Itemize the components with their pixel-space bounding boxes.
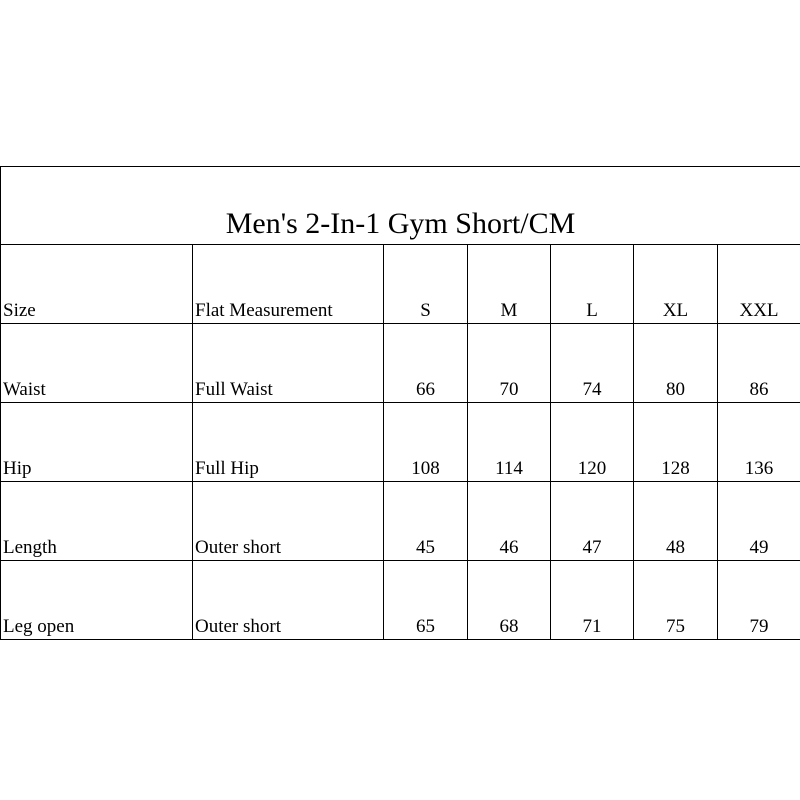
table-cell: 79 xyxy=(718,561,800,640)
row-name: Hip xyxy=(1,403,193,482)
table-cell: 114 xyxy=(468,403,551,482)
table-cell: 86 xyxy=(718,324,800,403)
table-cell: 136 xyxy=(718,403,800,482)
header-size-s: S xyxy=(384,245,468,324)
table-cell: 70 xyxy=(468,324,551,403)
header-size-xl: XL xyxy=(634,245,718,324)
row-measure: Full Hip xyxy=(193,403,384,482)
header-size-m: M xyxy=(468,245,551,324)
table-cell: 49 xyxy=(718,482,800,561)
table-cell: 45 xyxy=(384,482,468,561)
size-chart xyxy=(0,166,800,637)
header-row xyxy=(1,245,800,324)
table-cell: 80 xyxy=(634,324,718,403)
row-measure: Outer short xyxy=(193,561,384,640)
table-cell: 120 xyxy=(551,403,634,482)
table-cell: 48 xyxy=(634,482,718,561)
row-measure: Outer short xyxy=(193,482,384,561)
table-cell: 71 xyxy=(551,561,634,640)
chart-title: Men's 2-In-1 Gym Short/CM xyxy=(1,167,800,245)
title-row xyxy=(1,167,800,245)
table-cell: 66 xyxy=(384,324,468,403)
header-size-label: Size xyxy=(1,245,193,324)
table-row xyxy=(1,561,800,640)
table-row xyxy=(1,324,800,403)
table-cell: 65 xyxy=(384,561,468,640)
table-cell: 68 xyxy=(468,561,551,640)
table-row xyxy=(1,403,800,482)
row-name: Leg open xyxy=(1,561,193,640)
table-cell: 74 xyxy=(551,324,634,403)
table-cell: 47 xyxy=(551,482,634,561)
table-cell: 75 xyxy=(634,561,718,640)
header-measure-label: Flat Measurement xyxy=(193,245,384,324)
table-cell: 128 xyxy=(634,403,718,482)
size-table xyxy=(0,166,800,640)
row-name: Waist xyxy=(1,324,193,403)
row-name: Length xyxy=(1,482,193,561)
row-measure: Full Waist xyxy=(193,324,384,403)
table-cell: 46 xyxy=(468,482,551,561)
header-size-xxl: XXL xyxy=(718,245,800,324)
table-row xyxy=(1,482,800,561)
table-cell: 108 xyxy=(384,403,468,482)
header-size-l: L xyxy=(551,245,634,324)
